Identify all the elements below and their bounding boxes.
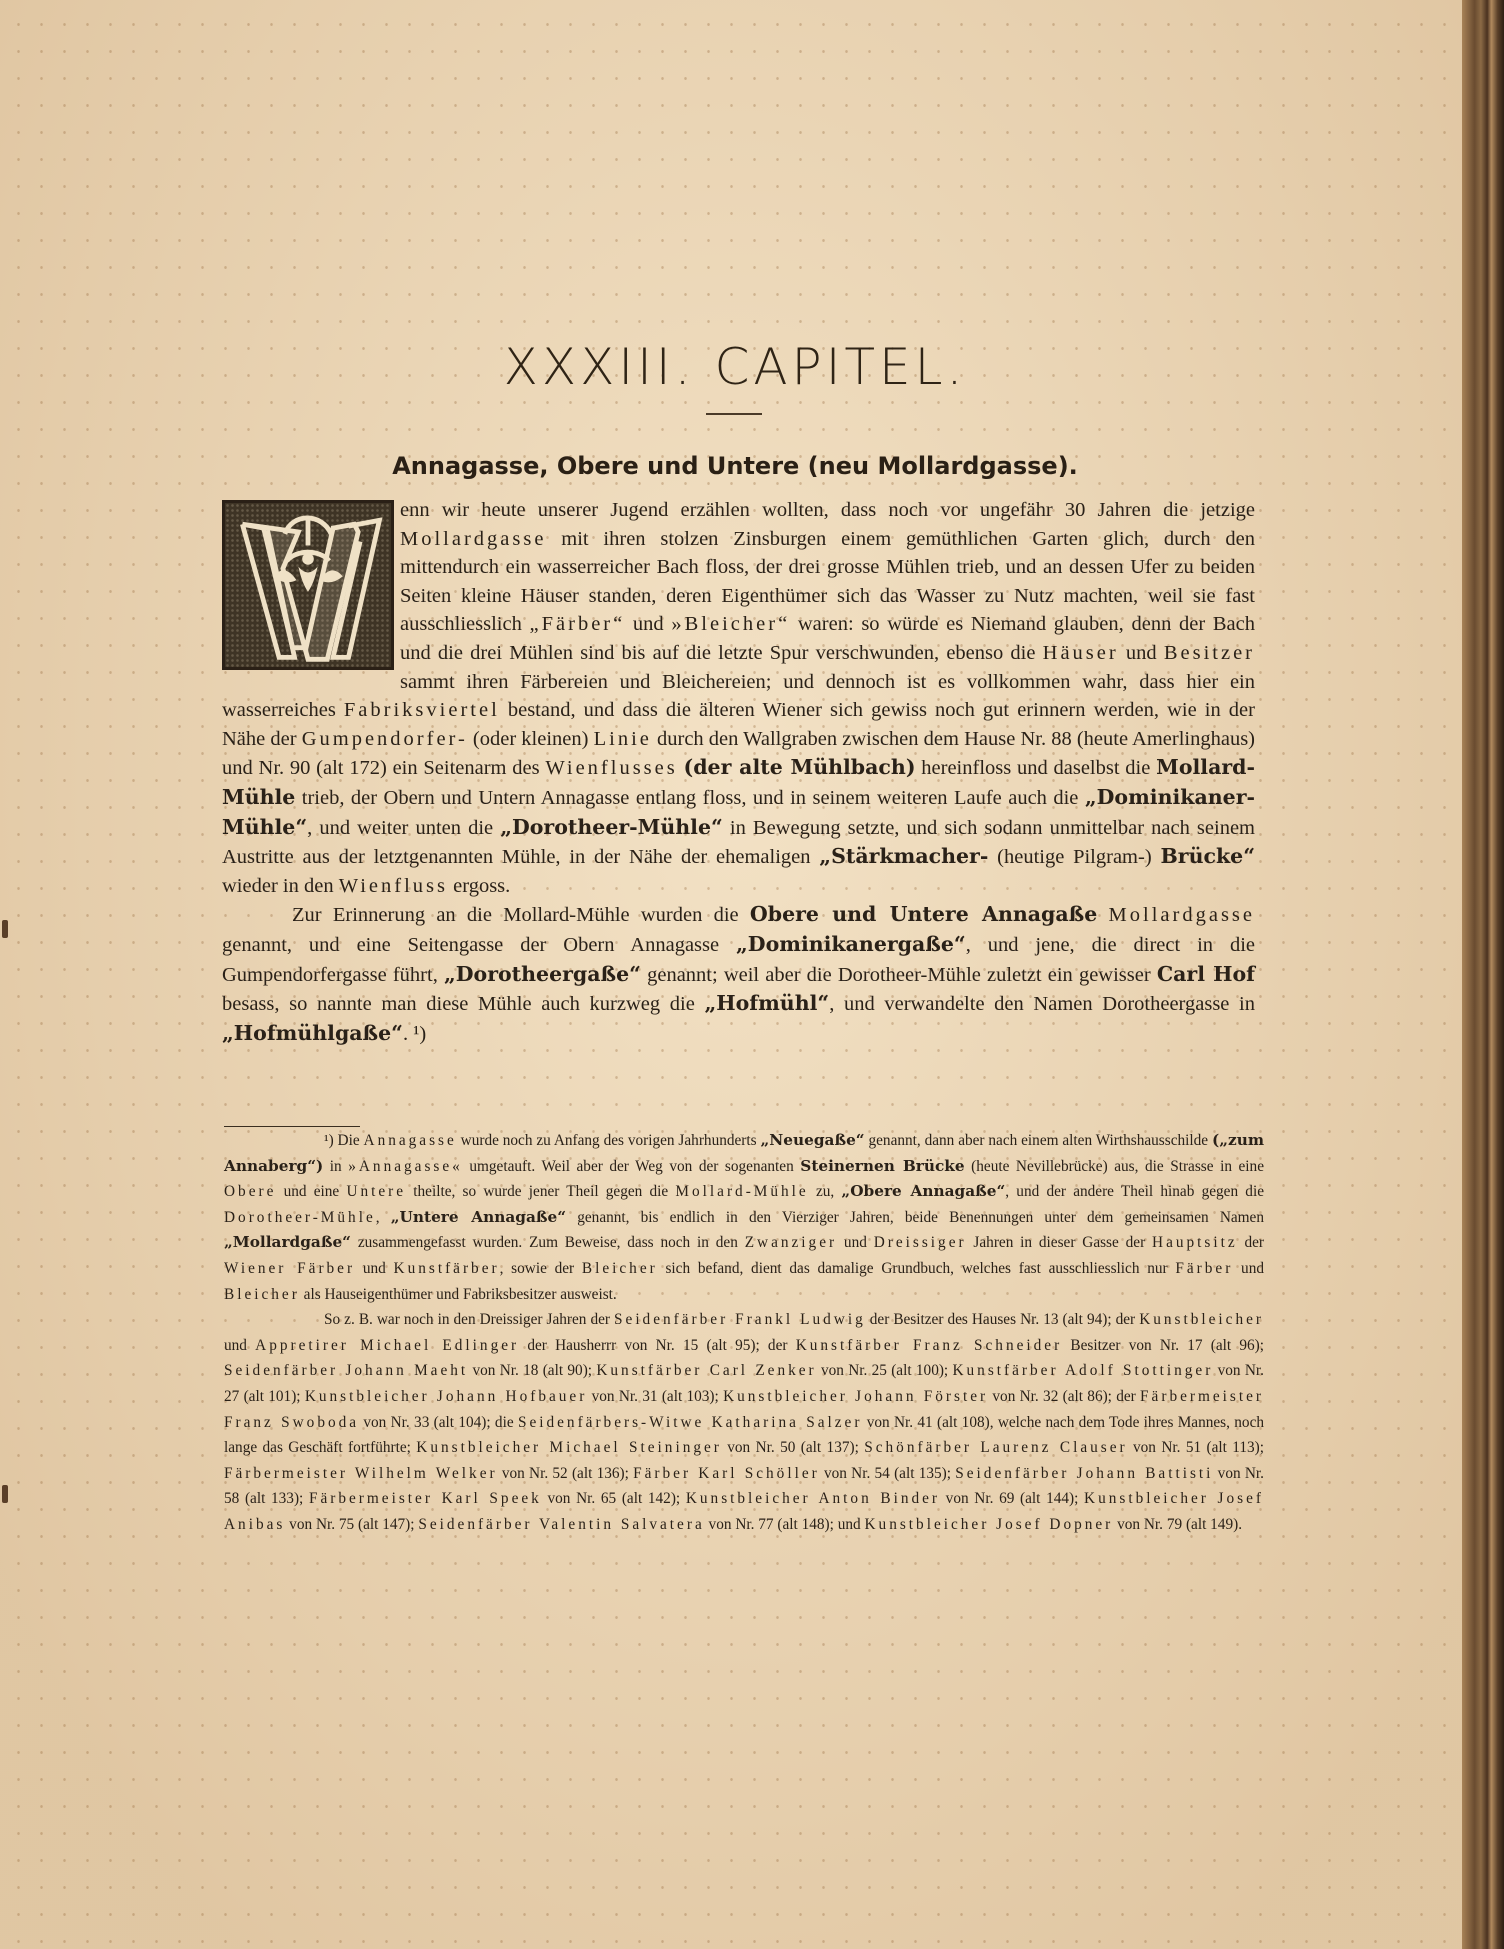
title-rule [706, 413, 762, 415]
text-run: von Nr. 33 (alt 104); die [359, 1413, 518, 1431]
spaced-term: Färbermeister Franz Swoboda [224, 1387, 1264, 1431]
text-run: Jahren in dieser Gasse der [966, 1234, 1153, 1252]
spaced-term: Schönfärber Laurenz Clauser [864, 1439, 1128, 1457]
gothic-term: „Obere Annagaße“ [841, 1182, 1006, 1201]
text-run: von Nr. 52 (alt 136); [497, 1464, 634, 1482]
gothic-term: „Mollardgaße“ [224, 1233, 351, 1252]
text-run: von Nr. 75 (alt 147); [285, 1515, 419, 1533]
gothic-term: Obere und Untere Annagaße [749, 902, 1098, 927]
text-run: mit ihren stolzen Zinsburgen einem gemüthlichen Garten glich, durch den mittendurch ein wasserreicher Bach floss, der drei grosse Mühlen trieb, und an dessen Ufer zu beiden Seiten kleine Häuser standen, deren Eigenthümer sich das Wasser zu Nutz machten, weil sie fast ausschliesslich [400, 527, 1255, 636]
text-run: von Nr. 51 (alt 113); [1127, 1439, 1264, 1457]
gothic-term: („zum Annaberg“) [224, 1131, 1264, 1175]
text-run: theilte, so wurde jener Theil gegen die [406, 1183, 676, 1201]
text-run: von Nr. 69 (alt 144); [940, 1490, 1085, 1508]
initial-spacer [222, 500, 400, 672]
text-run: der Besitzer des Hauses Nr. 13 (alt 94); der [865, 1311, 1140, 1329]
text-run: ergoss. [448, 874, 511, 897]
spaced-term: Kunstbleicher [1139, 1311, 1264, 1329]
text-run: . ¹) [402, 1022, 427, 1045]
text-run: umgetauft. Weil aber der Weg von der sogenanten [462, 1157, 801, 1175]
spaced-term: Dorotheer-Mühle [224, 1208, 376, 1226]
spaced-term: Seidenfärbers-Witwe Katharina Salzer [517, 1413, 863, 1431]
text-run: und [1233, 1259, 1265, 1277]
text-run: sich befand, dient das damalige Grundbuch, welches fast ausschliesslich nur [657, 1259, 1176, 1277]
text-run: hereinfloss und daselbst die [915, 757, 1157, 780]
footnote-rule [224, 1126, 360, 1127]
spaced-term: Kunstbleicher Johann Förster [723, 1387, 989, 1405]
spaced-term: Färber Karl Schöller [633, 1464, 820, 1482]
spaced-term: Hauptsitz [1152, 1234, 1238, 1252]
gothic-term: „Dorotheergaße“ [443, 961, 641, 986]
text-run: , [375, 1208, 391, 1226]
text-run: und [224, 1336, 256, 1354]
text-run: und [625, 613, 672, 636]
text-run: von Nr. 25 (alt 100); [816, 1362, 953, 1380]
spaced-term: Färbermeister Wilhelm Welker [224, 1464, 498, 1482]
paragraph-1 [222, 496, 1255, 900]
text-run: als Hauseigenthümer und Fabriksbesitzer ausweist. [299, 1285, 617, 1303]
spaced-term: Kunstbleicher Michael Steininger [416, 1439, 722, 1457]
spaced-term: Fabriksviertel [343, 699, 500, 722]
spaced-term: Mollardgasse [400, 527, 547, 550]
spaced-term: Annagasse [363, 1132, 457, 1149]
footnote-1 [224, 1128, 1264, 1307]
spaced-term: Kunstfärber [393, 1259, 500, 1277]
text-run: Zur Erinnerung an die Mollard-Mühle wurden die [292, 904, 750, 927]
text-run: Besitzer von Nr. 17 (alt 96); [1062, 1336, 1265, 1354]
text-run: von Nr. 77 (alt 148); und [704, 1515, 865, 1533]
spaced-term: Appretirer Michael Edlinger [255, 1336, 520, 1354]
spaced-term: Kunstfärber Franz Schneider [795, 1336, 1063, 1354]
gothic-term: „Hofmühlgaße“ [222, 1020, 403, 1045]
gothic-term: Mollard-Mühle [222, 755, 1255, 809]
text-run: , und weiter unten die [307, 816, 501, 839]
text-run: wieder in den [222, 874, 339, 897]
text-run: bestand, und dass die älteren Wiener sich gewiss noch gut erinnern werden, wie in der Nähe der [222, 699, 1255, 750]
gothic-term: „Hofmühl“ [704, 991, 830, 1016]
paragraph-2 [222, 900, 1255, 1048]
text-run: , sowie der [499, 1259, 582, 1277]
text-run: von Nr. 32 (alt 86); der [988, 1387, 1141, 1405]
spaced-term: Linie [593, 727, 652, 750]
spaced-term: Kunstfärber Adolf Stottinger [952, 1362, 1214, 1380]
binding-mark [2, 1485, 8, 1503]
text-run: genannt, und eine Seitengasse der Obern Annagasse [222, 933, 737, 956]
text-run: durch den Wallgraben zwischen dem Hause Nr. 88 (heute Amerlinghaus) und Nr. 90 (alt 172) ein Seitenarm des [222, 727, 1256, 780]
text-run [1097, 904, 1108, 926]
text-run: (oder kleinen) [467, 727, 594, 750]
spaced-term: Seidenfärber Frankl Ludwig [614, 1311, 866, 1329]
gothic-term: (der alte Mühlbach) [683, 755, 916, 780]
text-run: und [355, 1259, 394, 1277]
binding-mark [2, 920, 8, 938]
spaced-term: Mollard-Mühle [675, 1183, 809, 1201]
footnotes [224, 1128, 1264, 1538]
text-run: , und der andere Theil hinab gegen die [1005, 1183, 1264, 1201]
gothic-term: „Dominikaner-Mühle“ [222, 784, 1255, 839]
text-run: und eine [276, 1183, 347, 1201]
gothic-term: „Dominikanergaße“ [736, 931, 966, 956]
footnote-2 [224, 1307, 1264, 1537]
gothic-term: Carl Hof [1156, 961, 1256, 986]
gothic-term: „Untere Annagaße“ [390, 1207, 567, 1226]
text-run: (heute Nevillebrücke) aus, die Strasse in eine [964, 1157, 1264, 1175]
page-edge [1462, 0, 1504, 1949]
text-run: von Nr. 65 (alt 142); [541, 1490, 686, 1508]
spaced-term: »Bleicher“ [671, 613, 791, 636]
text-run: zusammengefasst wurden. Zum Beweise, dass noch in den [350, 1234, 745, 1252]
spaced-term: Gumpendorfer- [301, 727, 468, 750]
spaced-term: Untere [346, 1183, 407, 1201]
text-run: genannt, bis endlich in den Vierziger Jahren, beide Benennungen unter dem gemeinsamen Namen [566, 1208, 1264, 1226]
text-run: enn wir heute unserer Jugend erzählen wollten, dass noch vor ungefähr 30 Jahren die jetzige [400, 499, 1255, 521]
text-run: von Nr. 27 (alt 101); [224, 1362, 1264, 1405]
spaced-term: Seidenfärber Johann Battisti [955, 1464, 1214, 1482]
text-run: von Nr. 41 (alt 108), welche nach dem Tode ihres Mannes, noch lange das Geschäft fortführte; [224, 1413, 1265, 1457]
text-run: der Hausherrr von Nr. 15 (alt 95); der [519, 1336, 796, 1354]
spaced-term: Wienflusses [545, 757, 678, 780]
spaced-term: Dreissiger [873, 1234, 967, 1252]
spaced-term: Seidenfärber Valentin Salvatera [418, 1515, 705, 1533]
text-run: ¹) Die [324, 1132, 364, 1149]
spaced-term: Wienfluss [338, 874, 449, 897]
text-run: waren: so würde es Niemand glauben, denn der Bach und die drei Mühlen sind bis auf die letzte Spur verschwunden, ebenso die [400, 613, 1255, 664]
text-run: von Nr. 31 (alt 103); [587, 1387, 724, 1405]
spaced-term: »Annagasse« [348, 1157, 463, 1175]
text-run: wurde noch zu Anfang des vorigen Jahrhunderts [456, 1132, 761, 1149]
text-run: besass, so nannte man diese Mühle auch kurzweg die [222, 993, 705, 1016]
gothic-term: Brücke“ [1160, 844, 1256, 869]
text-run: in Bewegung setzte, und sich sodann unmittelbar nach seinem Austritte aus der letztgenannten Mühle, in der Nähe der ehemaligen [222, 816, 1255, 869]
text-run: genannt, dann aber nach einem alten Wirthshausschilde [864, 1132, 1212, 1149]
spaced-term: Häuser [1042, 641, 1119, 664]
spaced-term: Besitzer [1163, 641, 1255, 664]
text-run: von Nr. 18 (alt 90); [468, 1362, 597, 1380]
text-run: von Nr. 54 (alt 135); [819, 1464, 956, 1482]
text-run: von Nr. 58 (alt 133); [224, 1464, 1265, 1508]
spaced-term: Kunstfärber Carl Zenker [596, 1362, 817, 1380]
main-text [222, 496, 1255, 1048]
text-run: in [323, 1157, 349, 1175]
spaced-term: Bleicher [224, 1285, 300, 1303]
gothic-term: „Stärkmacher- [819, 844, 989, 869]
text-run: , und verwandelte den Namen Dorotheergasse in [829, 993, 1256, 1016]
spaced-term: Bleicher [581, 1259, 658, 1277]
spaced-term: Kunstbleicher Anton Binder [685, 1490, 941, 1508]
text-run: von Nr. 79 (alt 149). [1113, 1515, 1243, 1533]
text-run: genannt; weil aber die Dorotheer-Mühle zuletzt ein gewisser [640, 963, 1157, 986]
text-run: von Nr. 50 (alt 137); [721, 1439, 865, 1457]
spaced-term: Seidenfärber Johann Maeht [224, 1362, 469, 1380]
spaced-term: Färber [1175, 1259, 1234, 1277]
spaced-term: Zwanziger [744, 1234, 838, 1252]
text-run: zu, [808, 1183, 842, 1201]
text-run: (heutige Pilgram-) [988, 846, 1161, 869]
spaced-term: Mollardgasse [1108, 904, 1255, 927]
text-run: und [1118, 641, 1164, 664]
spaced-term: Kunstbleicher Josef Dopner [864, 1515, 1114, 1533]
chapter-title: XXXIII. CAPITEL. [503, 338, 967, 396]
text-run: der [1237, 1234, 1265, 1252]
gothic-term: Steinernen Brücke [800, 1156, 965, 1175]
spaced-term: Obere [224, 1183, 277, 1201]
spaced-term: „Färber“ [529, 613, 626, 636]
text-run: trieb, der Obern und Untern Annagasse entlang floss, und in seinem weiteren Laufe auch die [295, 786, 1085, 809]
spaced-term: Färbermeister Karl Speek [308, 1490, 542, 1508]
spaced-term: Wiener Färber [224, 1259, 356, 1277]
gothic-term: „Dorotheer-Mühle“ [500, 814, 723, 839]
text-run: und [837, 1234, 874, 1252]
text-run: , und jene, die direct in die Gumpendorfergasse führt, [222, 933, 1256, 986]
text-run: sammt ihren Färbereien und Bleichereien; und dennoch ist es vollkommen wahr, dass hier ein wasserreiches [222, 670, 1255, 722]
spaced-term: Kunstbleicher Josef Anibas [224, 1490, 1264, 1533]
section-subtitle: Annagasse, Obere und Untere (neu Mollardgasse). [392, 452, 1078, 480]
text-run: So z. B. war noch in den Dreissiger Jahren der [324, 1311, 615, 1329]
spaced-term: Kunstbleicher Johann Hofbauer [304, 1387, 588, 1405]
gothic-term: „Neuegaße“ [760, 1131, 865, 1149]
